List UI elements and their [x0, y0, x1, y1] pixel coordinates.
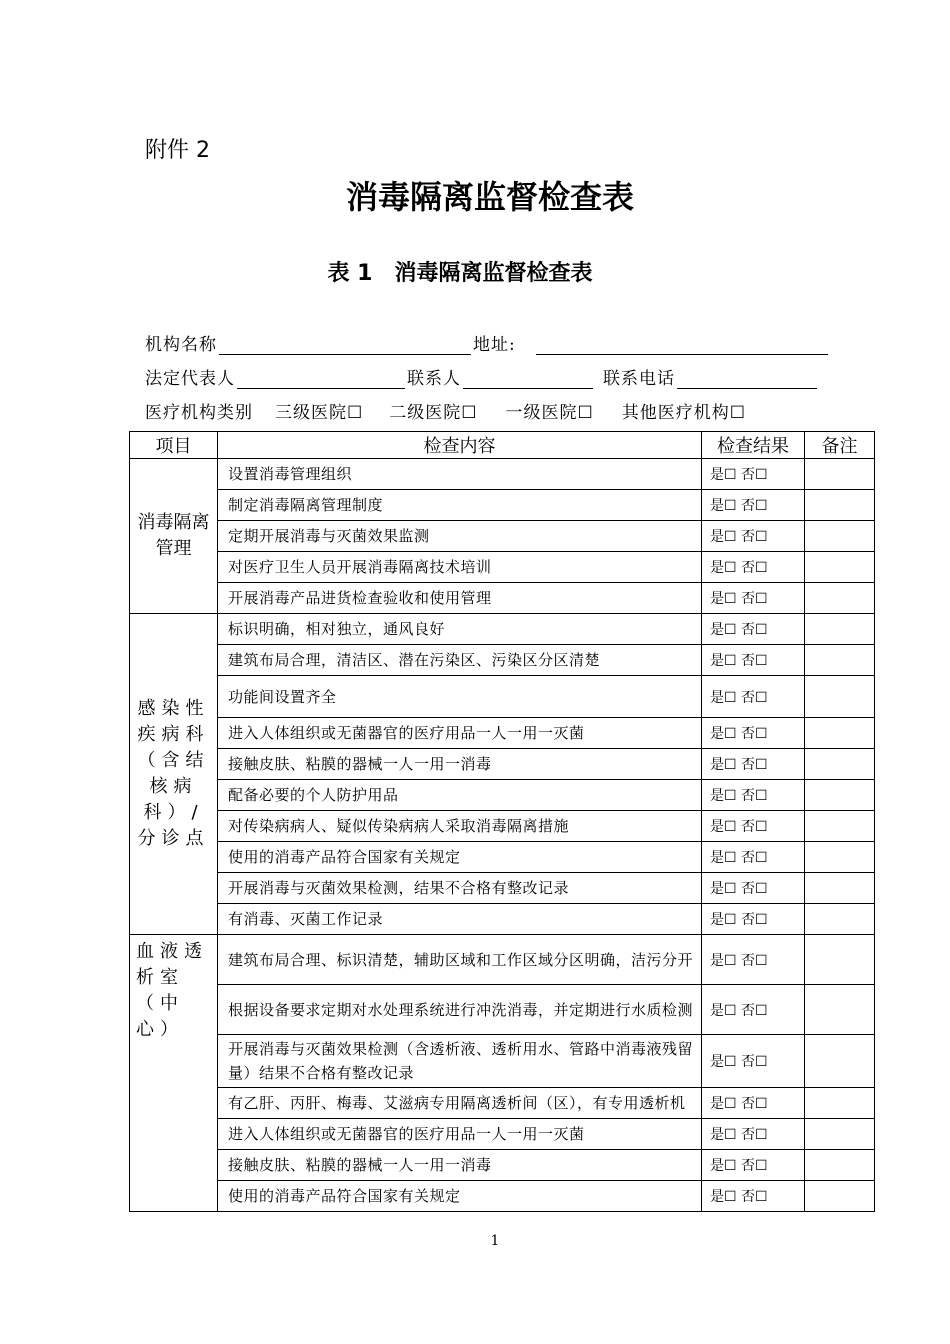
header-result: 检查结果: [702, 432, 805, 459]
remark-cell[interactable]: [805, 459, 875, 490]
check-item: 功能间设置齐全: [218, 676, 702, 718]
legal-rep-label: 法定代表人: [145, 369, 235, 389]
remark-cell[interactable]: [805, 552, 875, 583]
category-other-checkbox[interactable]: 其他医疗机构☐: [621, 403, 746, 423]
table-row: [130, 490, 875, 521]
check-item: 进入人体组织或无菌器官的医疗用品一人一用一灭菌: [218, 718, 702, 749]
remark-cell[interactable]: [805, 780, 875, 811]
result-checkbox[interactable]: 是☐ 否☐: [702, 811, 805, 842]
table-row: [130, 873, 875, 904]
result-checkbox[interactable]: 是☐ 否☐: [702, 1035, 805, 1088]
result-checkbox[interactable]: 是☐ 否☐: [702, 1088, 805, 1119]
check-item: 使用的消毒产品符合国家有关规定: [218, 1181, 702, 1212]
table-row: [130, 1150, 875, 1181]
category-primary-checkbox[interactable]: 一级医院☐: [505, 403, 594, 423]
attachment-label: 附件 2: [145, 138, 210, 163]
check-item: 建筑布局合理、标识清楚，辅助区域和工作区域分区明确，洁污分开: [218, 935, 702, 985]
table-row: [130, 583, 875, 614]
remark-cell[interactable]: [805, 614, 875, 645]
table-row: [130, 614, 875, 645]
org-name-field[interactable]: [219, 336, 471, 355]
check-item: 进入人体组织或无菌器官的医疗用品一人一用一灭菌: [218, 1119, 702, 1150]
remark-cell[interactable]: [805, 1035, 875, 1088]
org-info-line: [145, 330, 830, 355]
table-row: [130, 935, 875, 985]
remark-cell[interactable]: [805, 904, 875, 935]
check-item: 根据设备要求定期对水处理系统进行冲洗消毒，并定期进行水质检测: [218, 985, 702, 1035]
result-checkbox[interactable]: 是☐ 否☐: [702, 718, 805, 749]
result-checkbox[interactable]: 是☐ 否☐: [702, 985, 805, 1035]
result-checkbox[interactable]: 是☐ 否☐: [702, 873, 805, 904]
header-item: 项目: [130, 432, 218, 459]
page-number: 1: [490, 1233, 500, 1249]
result-checkbox[interactable]: 是☐ 否☐: [702, 842, 805, 873]
check-item: 开展消毒与灭菌效果检测，结果不合格有整改记录: [218, 873, 702, 904]
contact-info-line: [145, 364, 819, 389]
remark-cell[interactable]: [805, 583, 875, 614]
check-item: 制定消毒隔离管理制度: [218, 490, 702, 521]
table-row: [130, 811, 875, 842]
section-title-hemodialysis: 血液透析室（中心）: [130, 935, 218, 1212]
remark-cell[interactable]: [805, 718, 875, 749]
section-title-infectious-disease: 感染性疾病科（含结核病科）/分诊点: [130, 614, 218, 935]
remark-cell[interactable]: [805, 935, 875, 985]
check-item: 对医疗卫生人员开展消毒隔离技术培训: [218, 552, 702, 583]
table-row: [130, 780, 875, 811]
table-row: [130, 645, 875, 676]
result-checkbox[interactable]: 是☐ 否☐: [702, 780, 805, 811]
table-row: [130, 521, 875, 552]
check-item: 对传染病病人、疑似传染病病人采取消毒隔离措施: [218, 811, 702, 842]
header-content: 检查内容: [218, 432, 702, 459]
table-row: [130, 1181, 875, 1212]
org-name-label: 机构名称: [145, 335, 217, 355]
category-line: [145, 398, 746, 423]
check-item: 使用的消毒产品符合国家有关规定: [218, 842, 702, 873]
remark-cell[interactable]: [805, 1150, 875, 1181]
remark-cell[interactable]: [805, 1088, 875, 1119]
result-checkbox[interactable]: 是☐ 否☐: [702, 645, 805, 676]
contact-field[interactable]: [463, 370, 593, 389]
result-checkbox[interactable]: 是☐ 否☐: [702, 935, 805, 985]
remark-cell[interactable]: [805, 811, 875, 842]
table-caption: 表 1 消毒隔离监督检查表: [327, 261, 593, 286]
remark-cell[interactable]: [805, 1119, 875, 1150]
result-checkbox[interactable]: 是☐ 否☐: [702, 521, 805, 552]
result-checkbox[interactable]: 是☐ 否☐: [702, 583, 805, 614]
table-row: [130, 985, 875, 1035]
check-item: 接触皮肤、粘膜的器械一人一用一消毒: [218, 749, 702, 780]
table-row: [130, 1119, 875, 1150]
check-item: 有乙肝、丙肝、梅毒、艾滋病专用隔离透析间（区），有专用透析机: [218, 1088, 702, 1119]
result-checkbox[interactable]: 是☐ 否☐: [702, 490, 805, 521]
remark-cell[interactable]: [805, 985, 875, 1035]
table-row: [130, 459, 875, 490]
check-item: 有消毒、灭菌工作记录: [218, 904, 702, 935]
phone-field[interactable]: [677, 370, 817, 389]
remark-cell[interactable]: [805, 1181, 875, 1212]
result-checkbox[interactable]: 是☐ 否☐: [702, 1181, 805, 1212]
table-row: [130, 676, 875, 718]
contact-label: 联系人: [407, 369, 461, 389]
legal-rep-field[interactable]: [237, 370, 405, 389]
check-item: 开展消毒与灭菌效果检测（含透析液、透析用水、管路中消毒液残留量）结果不合格有整改记录: [218, 1035, 702, 1088]
address-field[interactable]: [536, 336, 828, 355]
table-row: [130, 904, 875, 935]
table-row: [130, 1088, 875, 1119]
result-checkbox[interactable]: 是☐ 否☐: [702, 552, 805, 583]
remark-cell[interactable]: [805, 842, 875, 873]
result-checkbox[interactable]: 是☐ 否☐: [702, 904, 805, 935]
check-item: 定期开展消毒与灭菌效果监测: [218, 521, 702, 552]
check-item: 建筑布局合理，清洁区、潜在污染区、污染区分区清楚: [218, 645, 702, 676]
header-remark: 备注: [805, 432, 875, 459]
remark-cell[interactable]: [805, 749, 875, 780]
result-checkbox[interactable]: 是☐ 否☐: [702, 1150, 805, 1181]
document-title: 消毒隔离监督检查表: [345, 178, 634, 216]
table-row: [130, 552, 875, 583]
remark-cell[interactable]: [805, 521, 875, 552]
result-checkbox[interactable]: 是☐ 否☐: [702, 614, 805, 645]
table-header-row: [130, 432, 875, 459]
check-item: 开展消毒产品进货检查验收和使用管理: [218, 583, 702, 614]
remark-cell[interactable]: [805, 873, 875, 904]
remark-cell[interactable]: [805, 490, 875, 521]
table-row: [130, 842, 875, 873]
result-checkbox[interactable]: 是☐ 否☐: [702, 749, 805, 780]
check-item: 设置消毒管理组织: [218, 459, 702, 490]
category-tertiary-checkbox[interactable]: 三级医院☐: [275, 403, 364, 423]
section-title-disinfection-management: 消毒隔离管理: [130, 459, 218, 614]
result-checkbox[interactable]: 是☐ 否☐: [702, 459, 805, 490]
table-row: [130, 749, 875, 780]
address-label: 地址:: [473, 335, 516, 355]
remark-cell[interactable]: [805, 676, 875, 718]
phone-label: 联系电话: [603, 369, 675, 389]
table-row: [130, 718, 875, 749]
table-row: [130, 1035, 875, 1088]
check-item: 标识明确，相对独立，通风良好: [218, 614, 702, 645]
remark-cell[interactable]: [805, 645, 875, 676]
check-item: 配备必要的个人防护用品: [218, 780, 702, 811]
category-secondary-checkbox[interactable]: 二级医院☐: [389, 403, 478, 423]
check-item: 接触皮肤、粘膜的器械一人一用一消毒: [218, 1150, 702, 1181]
category-label: 医疗机构类别: [145, 403, 253, 423]
result-checkbox[interactable]: 是☐ 否☐: [702, 1119, 805, 1150]
inspection-table: [129, 431, 875, 1212]
result-checkbox[interactable]: 是☐ 否☐: [702, 676, 805, 718]
